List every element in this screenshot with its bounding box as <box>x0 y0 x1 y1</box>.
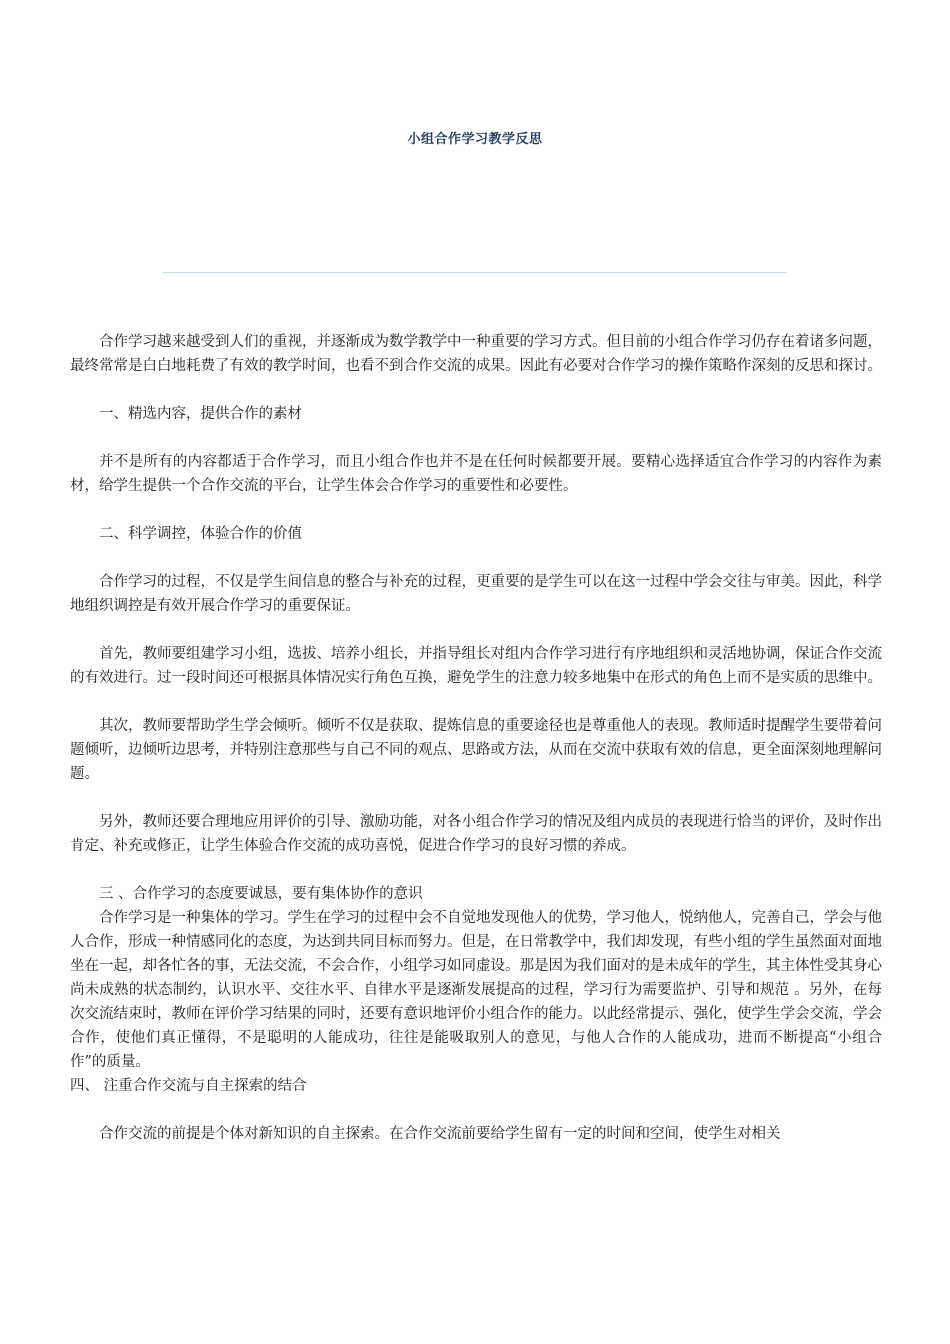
paragraph-section-1: 并不是所有的内容都适于合作学习，而且小组合作也并不是在任何时候都要开展。要精心选择适宜合作学习的内容作为素材，给学生提供一个合作交流的平台，让学生体会合作学习的重要性和必要性。 <box>70 454 882 494</box>
paragraph-section-2: 合作学习的过程，不仅是学生间信息的整合与补充的过程，更重要的是学生可以在这一过程中学会交往与审美。因此，科学地组织调控是有效开展合作学习的重要保证。 <box>70 574 882 614</box>
paragraph-additionally: 另外，教师还要合理地应用评价的引导、激励功能，对各小组合作学习的情况及组内成员的表现进行恰当的评价，及时作出肯定、补充或修正，让学生体验合作交流的成功喜悦，促进合作学习的良好习惯的养成。 <box>70 814 882 854</box>
paragraph-section-3: 合作学习是一种集体的学习。学生在学习的过程中会不自觉地发现他人的优势，学习他人，悦纳他人，完善自己，学会与他人合作，形成一种情感同化的态度，为达到共同目标而努力。但是，在日常教学中，我们却发现，有些小组的学生虽然面对面地坐在一起，却各忙各的事，无法交流，不会合作，小组学习如同虚设。那是因为我们面对的是未成年的学生，其主体性受其身心尚未成熟的状态制约，认识水平、交往水平、自律水平是逐渐发展提高的过程，学习行为需要监护、引导和规范 。另外，在每次交流结束时，教师在评价学习结果的同时，还要有意识地评价小组合作的能力。以此经常提示、强化，使学生学会交流，学会合作，使他们真正懂得，不是聪明的人能成功，往往是能吸取别人的意见，与他人合作的人能成功，进而不断提高“小组合作”的质量。 <box>70 910 882 1070</box>
document-body <box>70 330 882 1146</box>
section-heading-1: 一、精选内容，提供合作的素材 <box>99 406 302 422</box>
document-title: 小组合作学习教学反思 <box>407 132 543 147</box>
section-heading-3: 三 、合作学习的态度要诚恳，要有集体协作的意识 <box>99 886 423 902</box>
title-divider <box>163 272 787 273</box>
section-heading-4: 四、 注重合作交流与自主探索的结合 <box>70 1078 307 1094</box>
paragraph-second: 其次，教师要帮助学生学会倾听。倾听不仅是获取、提炼信息的重要途径也是尊重他人的表现。教师适时提醒学生要带着问题倾听，边倾听边思考，并特别注意那些与自己不同的观点、思路或方法，从而在交流中获取有效的信息，更全面深刻地理解问题。 <box>70 718 882 782</box>
section-heading-2: 二、科学调控，体验合作的价值 <box>99 526 302 542</box>
paragraph-intro: 合作学习越来越受到人们的重视，并逐渐成为数学教学中一种重要的学习方式。但目前的小组合作学习仍存在着诸多问题，最终常常是白白地耗费了有效的教学时间，也看不到合作交流的成果。因此有必要对合作学习的操作策略作深刻的反思和探讨。 <box>70 334 882 374</box>
paragraph-section-4: 合作交流的前提是个体对新知识的自主探索。在合作交流前要给学生留有一定的时间和空间，使学生对相关 <box>99 1126 781 1142</box>
paragraph-first: 首先，教师要组建学习小组，选拔、培养小组长，并指导组长对组内合作学习进行有序地组织和灵活地协调，保证合作交流的有效进行。过一段时间还可根据具体情况实行角色互换，避免学生的注意力较多地集中在形式的角色上而不是实质的思维中。 <box>70 646 882 686</box>
